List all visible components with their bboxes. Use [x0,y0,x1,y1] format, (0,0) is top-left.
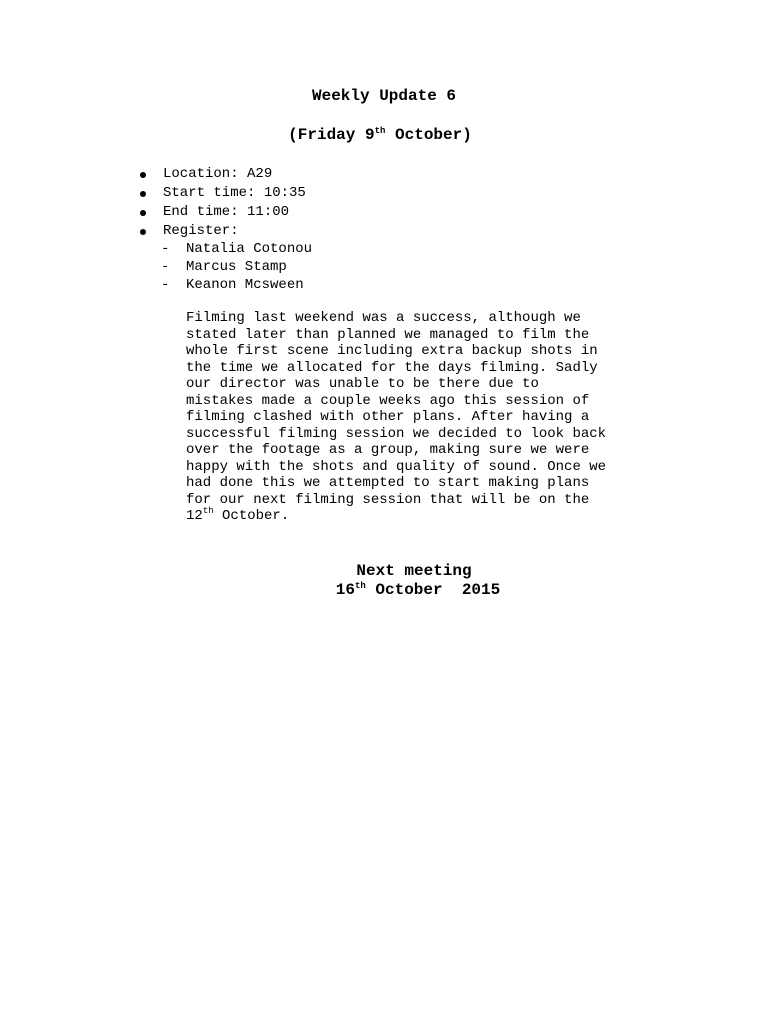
paragraph-line: stated later than planned we managed to film the [186,326,590,343]
paragraph-line: happy with the shots and quality of sound. Once we [186,458,607,475]
bullet-icon [140,210,146,216]
paragraph-date-num: 12 [186,508,203,524]
paragraph-line: mistakes made a couple weeks ago this session of [186,392,590,409]
detail-end-time [138,203,306,222]
next-meeting-label: Next meeting [356,562,472,580]
detail-text: Start time: 10:35 [163,185,306,201]
paragraph-line: our director was unable to be there due to [186,376,539,392]
paragraph-line: filming clashed with other plans. After having a [186,409,590,425]
register-name: Keanon Mcsween [186,277,304,293]
bullet-icon [140,229,146,235]
detail-text: Location: A29 [163,166,273,182]
paragraph-line: the time we allocated for the days filming. Sadly [186,359,598,376]
detail-text: Register: [163,223,239,239]
document-title: Weekly Update 6 [311,87,457,105]
paragraph-line: successful filming session we decided to look back [186,425,607,442]
register-name: Natalia Cotonou [186,241,313,257]
meeting-date [0,125,760,145]
next-meeting-rest: October 2015 [365,581,501,599]
register-name: Marcus Stamp [186,259,287,275]
dash-icon: - [161,259,170,275]
next-meeting-num: 16 [335,581,355,599]
meeting-date-close: October) [385,126,472,144]
paragraph-line: for our next filming session that will be on the [186,491,590,508]
detail-location [138,165,306,184]
paragraph-date-ordinal: th [202,506,214,516]
detail-register [138,222,306,241]
update-paragraph [186,310,656,525]
paragraph-last-line [186,508,656,525]
detail-text: End time: 11:00 [163,204,290,220]
register-entry [161,258,312,276]
meeting-details-list [138,165,306,241]
meeting-date-ordinal: th [374,126,386,136]
paragraph-line: Filming last weekend was a success, although we [186,310,581,326]
meeting-date-open: (Friday 9 [288,126,375,144]
register-entry [161,276,312,294]
next-meeting-date [0,580,768,600]
detail-start-time [138,184,306,203]
paragraph-line: over the footage as a group, making sure we were [186,442,590,458]
dash-icon: - [161,241,170,257]
register-entry [161,240,312,258]
bullet-icon [140,191,146,197]
paragraph-line: had done this we attempted to start making plans [186,475,590,491]
paragraph-line: whole first scene including extra backup shots in [186,343,598,359]
register-list [161,240,312,294]
bullet-icon [140,172,146,178]
next-meeting-ordinal: th [354,581,366,591]
dash-icon: - [161,277,170,293]
paragraph-date-rest: October. [213,508,290,524]
